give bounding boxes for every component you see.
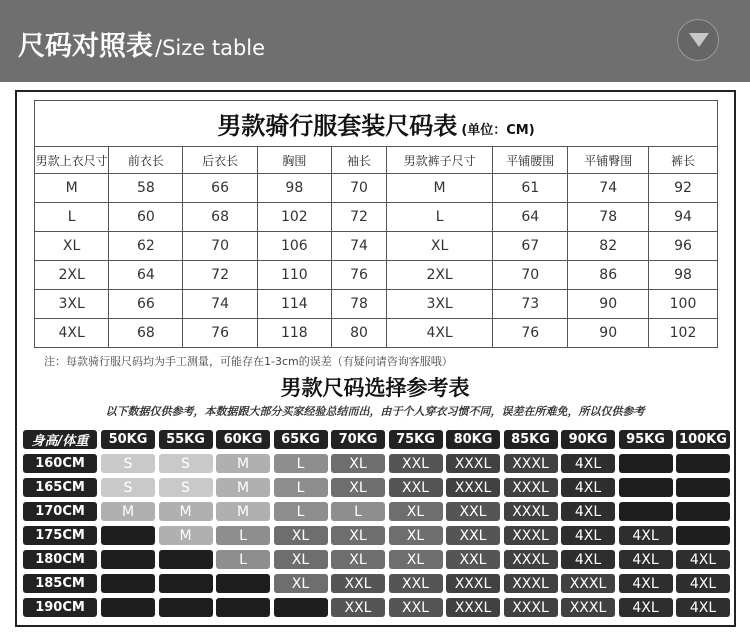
size-cell: XXXL (504, 454, 558, 473)
table-cell: 82 (568, 232, 649, 261)
size-cell: XXXL (504, 550, 558, 569)
table-cell: 61 (493, 174, 568, 203)
table-cell: 102 (649, 319, 718, 348)
size-cell: XL (331, 526, 385, 545)
empty-cell (101, 526, 155, 545)
table-cell: 62 (109, 232, 183, 261)
empty-cell (101, 574, 155, 593)
table-cell: 68 (183, 203, 257, 232)
table-cell: 70 (183, 232, 257, 261)
table-cell: XL (387, 232, 493, 261)
table-cell: 76 (331, 261, 386, 290)
height-row-label: 190CM (23, 598, 97, 617)
table-cell: 60 (109, 203, 183, 232)
weight-header: 65KG (274, 430, 328, 449)
size-cell: 4XL (561, 478, 615, 497)
weight-header: 95KG (619, 430, 673, 449)
size-cell: XL (331, 550, 385, 569)
size-cell: L (274, 478, 328, 497)
empty-cell (216, 574, 270, 593)
size-cell: XXXL (561, 574, 615, 593)
size-cell: L (216, 526, 270, 545)
empty-cell (619, 478, 673, 497)
size-cell: S (159, 478, 213, 497)
reference-subtitle: 以下数据仅供参考，本数据跟大部分买家经验总结而出，由于个人穿衣习惯不同，误差在所难免，所以仅供参考 (105, 405, 645, 418)
table-cell: XL (35, 232, 109, 261)
size-cell: L (274, 502, 328, 521)
empty-cell (619, 454, 673, 473)
table-cell: 74 (331, 232, 386, 261)
size-cell: XXXL (504, 502, 558, 521)
empty-cell (676, 502, 730, 521)
size-cell: XXL (331, 598, 385, 617)
size-cell: XXL (446, 502, 500, 521)
size-table-column-header: 平铺臀围 (568, 147, 649, 174)
size-cell: S (101, 454, 155, 473)
weight-header: 50KG (101, 430, 155, 449)
size-cell: XXXL (504, 574, 558, 593)
size-cell: XXXL (561, 598, 615, 617)
empty-cell (676, 454, 730, 473)
size-cell: 4XL (561, 526, 615, 545)
table-cell: 80 (331, 319, 386, 348)
size-cell: XXL (389, 454, 443, 473)
empty-cell (274, 598, 328, 617)
height-row-label: 185CM (23, 574, 97, 593)
size-cell: XXXL (504, 526, 558, 545)
table-cell: M (35, 174, 109, 203)
table-cell: 76 (183, 319, 257, 348)
size-cell: S (159, 454, 213, 473)
height-row-label: 160CM (23, 454, 97, 473)
table-cell: 118 (257, 319, 331, 348)
size-cell: M (101, 502, 155, 521)
table-cell: M (387, 174, 493, 203)
size-cell: 4XL (619, 550, 673, 569)
size-table-column-header: 后衣长 (183, 147, 257, 174)
size-cell: XXXL (504, 598, 558, 617)
table-cell: 68 (109, 319, 183, 348)
size-cell: XL (389, 550, 443, 569)
size-table-column-header: 胸围 (257, 147, 331, 174)
weight-header: 60KG (216, 430, 270, 449)
size-cell: L (216, 550, 270, 569)
size-cell: L (331, 502, 385, 521)
table-cell: L (35, 203, 109, 232)
size-cell: M (159, 502, 213, 521)
table-cell: 98 (649, 261, 718, 290)
table-cell: 2XL (35, 261, 109, 290)
table-cell: 76 (493, 319, 568, 348)
table-cell: 100 (649, 290, 718, 319)
empty-cell (159, 550, 213, 569)
size-cell: XL (274, 526, 328, 545)
table-cell: 74 (183, 290, 257, 319)
table-cell: 64 (493, 203, 568, 232)
size-cell: XL (389, 526, 443, 545)
size-table-column-header: 袖长 (331, 147, 386, 174)
grid-corner-label: 身高/体重 (23, 430, 97, 449)
table-cell: 70 (331, 174, 386, 203)
size-cell: M (216, 502, 270, 521)
weight-header: 90KG (561, 430, 615, 449)
size-cell: XXXL (446, 478, 500, 497)
table-cell: 67 (493, 232, 568, 261)
size-cell: XL (274, 574, 328, 593)
height-row-label: 175CM (23, 526, 97, 545)
size-cell: 4XL (676, 574, 730, 593)
size-cell: XL (331, 454, 385, 473)
table-cell: 86 (568, 261, 649, 290)
size-cell: XL (331, 478, 385, 497)
height-row-label: 165CM (23, 478, 97, 497)
weight-header: 85KG (504, 430, 558, 449)
empty-cell (101, 598, 155, 617)
size-cell: XXL (389, 598, 443, 617)
weight-header: 70KG (331, 430, 385, 449)
empty-cell (676, 526, 730, 545)
table-cell: 90 (568, 290, 649, 319)
size-cell: 4XL (561, 502, 615, 521)
height-row-label: 180CM (23, 550, 97, 569)
size-cell: XXL (389, 478, 443, 497)
size-table-column-header: 裤长 (649, 147, 718, 174)
size-cell: 4XL (619, 598, 673, 617)
table-cell: 66 (183, 174, 257, 203)
table-cell: 4XL (35, 319, 109, 348)
size-cell: XXL (446, 526, 500, 545)
size-cell: 4XL (619, 526, 673, 545)
empty-cell (676, 478, 730, 497)
height-row-label: 170CM (23, 502, 97, 521)
size-table-title-text: 男款骑行服套装尺码表 (217, 112, 458, 140)
size-table-column-header: 前衣长 (109, 147, 183, 174)
table-cell: 64 (109, 261, 183, 290)
empty-cell (619, 502, 673, 521)
table-cell: 72 (331, 203, 386, 232)
size-cell: XL (389, 502, 443, 521)
table-cell: 72 (183, 261, 257, 290)
size-cell: S (101, 478, 155, 497)
size-cell: 4XL (676, 550, 730, 569)
table-cell: 78 (568, 203, 649, 232)
table-cell: 66 (109, 290, 183, 319)
size-cell: 4XL (561, 550, 615, 569)
size-cell: 4XL (561, 454, 615, 473)
table-cell: 96 (649, 232, 718, 261)
size-cell: L (274, 454, 328, 473)
size-cell: M (216, 478, 270, 497)
size-cell: M (216, 454, 270, 473)
size-cell: 4XL (676, 598, 730, 617)
size-cell: XL (274, 550, 328, 569)
table-cell: 74 (568, 174, 649, 203)
size-cell: M (159, 526, 213, 545)
size-cell: XXL (331, 574, 385, 593)
size-cell: XXXL (446, 454, 500, 473)
table-cell: 58 (109, 174, 183, 203)
empty-cell (159, 598, 213, 617)
size-table-column-header: 男款上衣尺寸 (35, 147, 109, 174)
size-cell: XXL (389, 574, 443, 593)
weight-header: 100KG (676, 430, 730, 449)
weight-header: 55KG (159, 430, 213, 449)
table-cell: 106 (257, 232, 331, 261)
reference-title: 男款尺码选择参考表 (280, 376, 470, 400)
table-cell: 94 (649, 203, 718, 232)
empty-cell (216, 598, 270, 617)
table-cell: L (387, 203, 493, 232)
size-cell: XXL (446, 550, 500, 569)
table-cell: 102 (257, 203, 331, 232)
table-cell: 4XL (387, 319, 493, 348)
page-title-text: 尺码对照表 (18, 31, 153, 62)
empty-cell (101, 550, 155, 569)
table-cell: 2XL (387, 261, 493, 290)
table-cell: 92 (649, 174, 718, 203)
table-cell: 70 (493, 261, 568, 290)
table-cell: 90 (568, 319, 649, 348)
size-cell: XXXL (446, 574, 500, 593)
weight-header: 80KG (446, 430, 500, 449)
table-cell: 3XL (387, 290, 493, 319)
empty-cell (159, 574, 213, 593)
table-cell: 78 (331, 290, 386, 319)
size-cell: XXXL (504, 478, 558, 497)
table-cell: 114 (257, 290, 331, 319)
size-cell: 4XL (619, 574, 673, 593)
table-cell: 3XL (35, 290, 109, 319)
page-subtitle: /Size table (155, 36, 266, 60)
size-table-column-header: 平铺腰围 (493, 147, 568, 174)
table-cell: 73 (493, 290, 568, 319)
size-table-column-header: 男款裤子尺寸 (387, 147, 493, 174)
table-cell: 98 (257, 174, 331, 203)
table-cell: 110 (257, 261, 331, 290)
measurement-note: 注：每款骑行服尺码均为手工测量，可能存在1-3cm的误差（有疑问请咨询客服哦） (44, 355, 453, 368)
size-table-unit: (单位：CM) (461, 123, 535, 138)
size-cell: XXXL (446, 598, 500, 617)
weight-header: 75KG (389, 430, 443, 449)
